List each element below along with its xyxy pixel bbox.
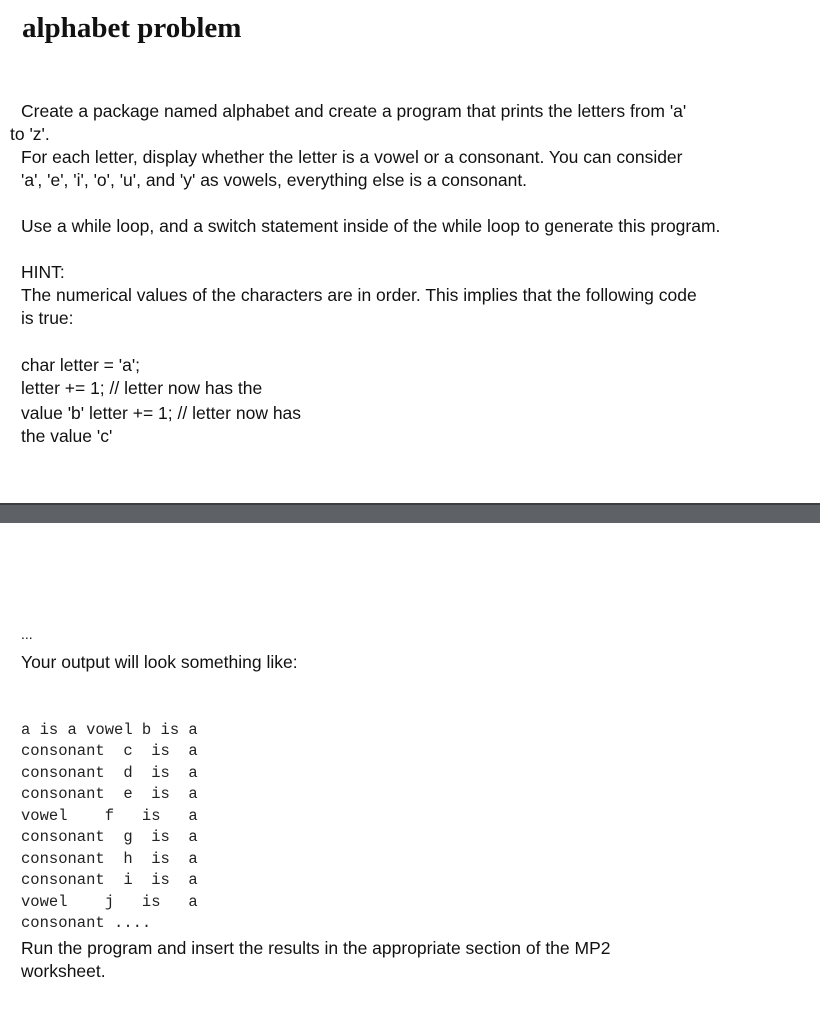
paragraph-line: 'a', 'e', 'i', 'o', 'u', and 'y' as vowels, everything else is a consonant.	[21, 170, 528, 190]
code-line: the value 'c'	[21, 426, 113, 446]
output-line: consonant i is a	[21, 871, 198, 889]
output-line: consonant c is a	[21, 742, 198, 760]
hint-label: HINT:	[21, 262, 65, 282]
closing-line: Run the program and insert the results in the appropriate section of the MP2	[21, 938, 611, 958]
hint-line: is true:	[21, 308, 74, 328]
page-title: alphabet problem	[22, 12, 242, 44]
output-line: consonant e is a	[21, 785, 198, 803]
paragraph-line: Create a package named alphabet and create a program that prints the letters from 'a'	[21, 101, 687, 121]
code-line: value 'b' letter += 1; // letter now has	[21, 403, 302, 423]
section-divider	[0, 503, 820, 523]
output-line: consonant d is a	[21, 763, 198, 782]
paragraph-line: to 'z'.	[10, 124, 50, 144]
closing-line: worksheet.	[21, 961, 106, 981]
output-line: consonant g is a	[21, 828, 198, 846]
code-line: char letter = 'a';	[21, 355, 141, 375]
instruction-text: Use a while loop, and a switch statement inside of the while loop to generate this program.	[21, 216, 721, 236]
output-line: vowel j is a	[21, 892, 198, 911]
output-intro: Your output will look something like:	[21, 652, 298, 672]
code-line: letter += 1; // letter now has the	[21, 378, 263, 398]
output-line: consonant h is a	[21, 849, 198, 868]
output-line: consonant ....	[21, 914, 152, 932]
ellipsis-text: ...	[21, 626, 33, 642]
output-line: vowel f is a	[21, 806, 198, 825]
paragraph-line: For each letter, display whether the letter is a vowel or a consonant. You can consider	[21, 147, 683, 167]
output-line: a is a vowel b is a	[21, 720, 198, 739]
sample-output	[21, 698, 198, 956]
hint-line: The numerical values of the characters are in order. This implies that the following code	[21, 285, 697, 305]
